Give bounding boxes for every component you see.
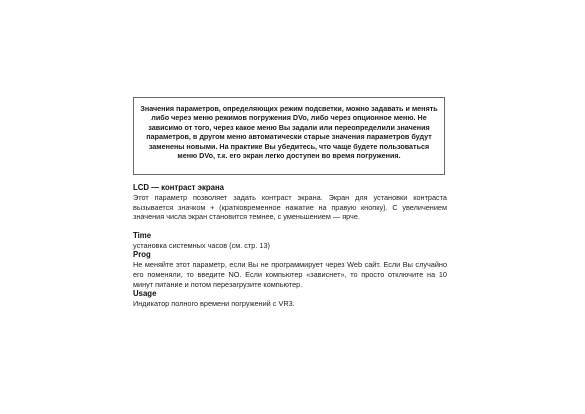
lcd-description: Этот параметр позволяет задать контраст экрана. Экран для установки контраста вызывается значком + (кратковременное нажатие на правую кнопку). С увеличением значения числа экран становится темнее, с уменьшением — ярче. (133, 193, 447, 222)
prog-description: Не меняйте этот параметр, если Вы не программирует через Web сайт. Если Вы случайно его поменяли, то введите NO. Если компьютер «зависнет», то просто отключите на 10 минут питание и потом перезагрузите компьютер. (133, 260, 447, 289)
lcd-heading: LCD — контраст экрана (133, 183, 225, 192)
spacer (133, 222, 447, 231)
time-description: установка системных часов (см. стр. 13) (133, 240, 270, 250)
note-box (133, 97, 445, 175)
time-heading: Time (133, 230, 152, 240)
usage-heading: Usage (133, 289, 157, 299)
usage-description: Индикатор полного времени погружений с VR3. (133, 299, 295, 309)
manual-content (133, 183, 447, 309)
prog-heading: Prog (133, 250, 151, 260)
note-text: Значения параметров, определяющих режим подсветки, можно задавать и менять либо через меню режимов погружения DVo, либо через опционное меню. Не зависимо от того, через какое меню Вы задали или переопределили значения параметров, в другом меню автоматически старые значения параметров будут заменены новыми. На практике Вы убедитесь, что чаще будете пользоваться меню DVo, т.к. его экран легко доступен во время погружения. (140, 104, 438, 161)
